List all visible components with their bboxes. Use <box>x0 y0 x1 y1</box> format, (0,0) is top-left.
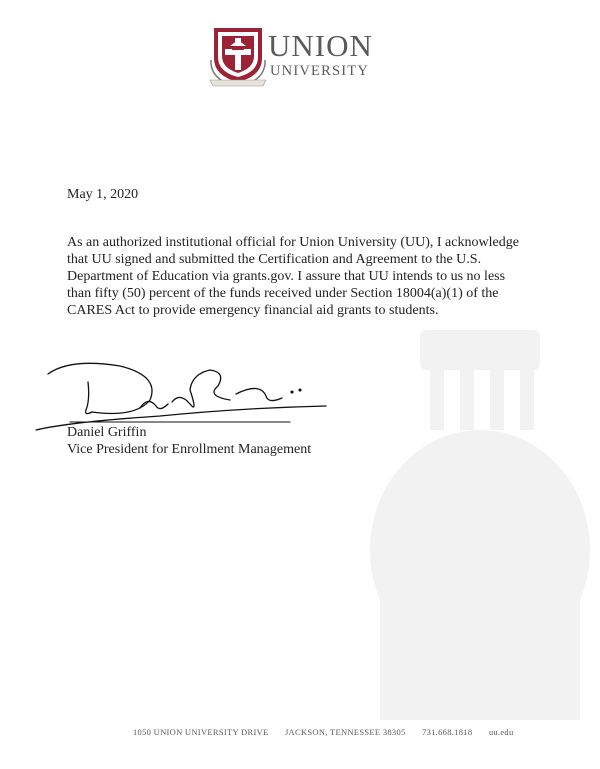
logo-wordmark-university: UNIVERSITY <box>270 63 369 79</box>
footer-contact <box>133 727 528 737</box>
footer-city: JACKSON, TENNESSEE 38305 <box>284 727 406 737</box>
shield-emblem-icon <box>211 28 265 82</box>
body-line: Department of Education via grants.gov. I assure that UU intends to us no less <box>67 269 506 284</box>
footer-phone: 731.668.1818 <box>422 727 473 737</box>
letter-date: May 1, 2020 <box>67 187 139 202</box>
letter-body <box>67 234 527 319</box>
logo-wordmark-union: UNION <box>268 28 373 63</box>
watermark-building-graphic <box>360 300 600 720</box>
body-line: CARES Act to provide emergency financial aid grants to students. <box>67 303 439 318</box>
footer-address: 1050 UNION UNIVERSITY DRIVE <box>133 727 269 737</box>
signer-name: Daniel Griffin <box>67 425 147 440</box>
body-line: As an authorized institutional official for Union University (UU), I acknowledge <box>67 235 519 250</box>
ribbon-banner <box>210 80 266 86</box>
footer-web: uu.edu <box>488 727 514 737</box>
signer-title: Vice President for Enrollment Management <box>67 442 312 457</box>
handwritten-signature <box>30 352 330 432</box>
body-line: than fifty (50) percent of the funds received under Section 18004(a)(1) of the <box>67 286 499 301</box>
body-line: that UU signed and submitted the Certification and Agreement to the U.S. <box>67 252 482 267</box>
